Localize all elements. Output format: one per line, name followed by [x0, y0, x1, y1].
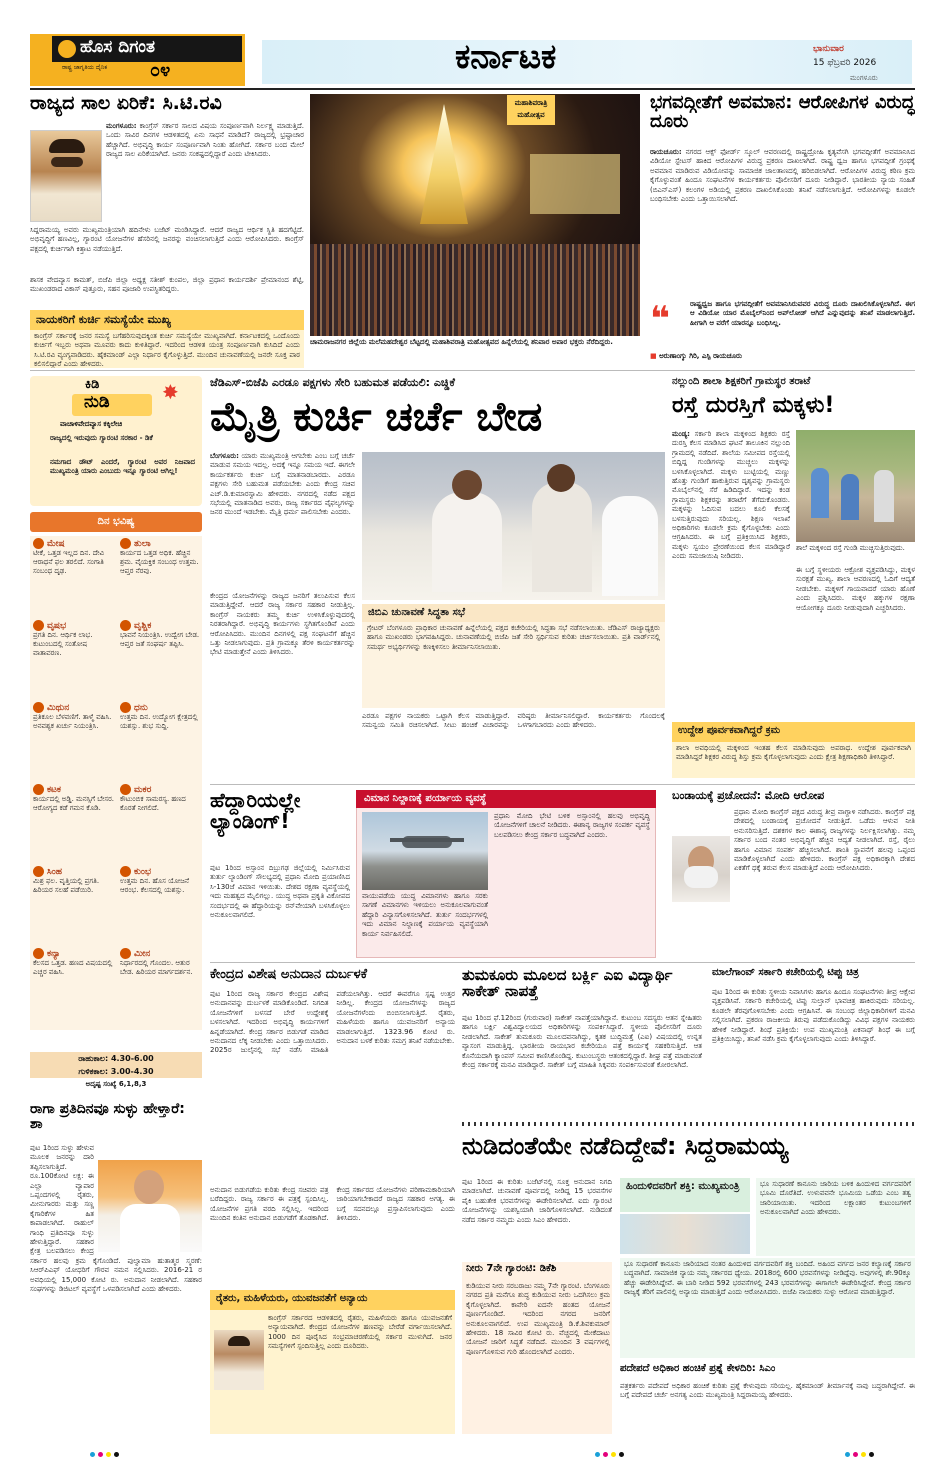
school-photo[interactable] [796, 430, 915, 542]
cm-box-body: ಭೂ ಸುಧಾರಣೆ ಕಾನೂನು ಜಾರಿಯಾದ ನಂತರ ಹಿಂದುಳಿದ ವರ್ಗದವರಿಗೆ ಶಕ್ತಿ ಬಂದಿದೆ. ಅಹಿಂದ ವರ್ಗದ ಜನರ ಕಲ್ಯಾಣಕ್ಕೆ ಸರ್ಕಾರ ಬದ್ಧವಾಗಿದೆ. ಸಾಮಾಜಿಕ ನ್ಯಾಯ ನಮ್ಮ ಸರ್ಕಾರದ ಧ್ಯೇಯ. 2018ರಲ್ಲಿ 600 ಭರವಸೆಗಳನ್ನು ನೀಡಿದ್ದೆವು. ಅವುಗಳಲ್ಲಿ ಶೇ.90ಕ್ಕೂ ಹೆಚ್ಚು ಈಡೇರಿಸಿದ್ದೇವೆ. ಈ ಬಾರಿ ನೀಡಿದ 592 ಭರವಸೆಗಳಲ್ಲಿ 243 ಭರವಸೆಗಳನ್ನು ಈಗಾಗಲೇ ಈಡೇರಿಸಿದ್ದೇವೆ. ಕೇಂದ್ರ ಸರ್ಕಾರ ರಾಜ್ಯಕ್ಕೆ ತೆರಿಗೆ ಪಾಲಿನಲ್ಲಿ ಅನ್ಯಾಯ ಮಾಡುತ್ತಿದೆ ಎಂದು ಆರೋಪಿಸಿದರು. ಬಿಜೆಪಿ ನಾಯಕರು ಸುಳ್ಳು ಆರೋಪ ಮಾಡುತ್ತಿದ್ದಾರೆ. [620, 1258, 915, 1358]
dkshi-headline[interactable]: ನೀರು 7ನೇ ಗ್ಯಾರಂಟಿ: ಡಿಕೆಶಿ [466, 1264, 557, 1274]
festival-tag: ಮಹಾಶಿವರಾತ್ರಿ ಮಹೋತ್ಸವ [507, 95, 555, 125]
alliance-body-1: ಬೆಂಗಳೂರು: ಯಾರು ಮುಖ್ಯಮಂತ್ರಿ ಆಗಬೇಕು ಎಂಬ ಬಗ್ಗೆ ಚರ್ಚೆ ಮಾಡುವ ಸಮಯ ಇದಲ್ಲ. ಅದಕ್ಕೆ ಇನ್ನೂ ಸಮಯ ಇದೆ. ಈಗಲೇ ಕಾರ್ಯಕರ್ತರು ಕುರ್ಚಿ ಬಗ್ಗೆ ಮಾತನಾಡಬಾರದು. ಎರಡೂ ಪಕ್ಷಗಳು ಸೇರಿ ಬಹುಮತ ಪಡೆಯಬೇಕು ಎಂದು ಕೇಂದ್ರ ಸಚಿವ ಎಚ್.ಡಿ.ಕುಮಾರಸ್ವಾಮಿ ಹೇಳಿದರು. ನಗರದಲ್ಲಿ ನಡೆದ ಪಕ್ಷದ ಸಭೆಯಲ್ಲಿ ಮಾತನಾಡಿದ ಅವರು, ರಾಜ್ಯ ಸರ್ಕಾರದ ವೈಫಲ್ಯಗಳನ್ನು ಜನರ ಮುಂದೆ ಇಡಬೇಕು. ಮೈತ್ರಿ ಧರ್ಮ ಪಾಲಿಸಬೇಕು ಎಂದರು. [210, 452, 355, 517]
gita-body: ರಾಯಚೂರು: ನಗರದ ಆಕ್ಸ್ ಫೋರ್ಡ್ ಸ್ಕೂಲ್ ಆವರಣದಲ್ಲಿ ರಾಷ್ಟ್ರದ್ರೋಹಿ ಕೃತ್ಯವೆಸಗಿ ಭಗವದ್ಗೀತೆಗೆ ಅವಮಾನಿಸಿದ ವಿಡಿಯೋ ಸ್ಟೇಟಸ್ ಹಾಕಿದ ಆರೋಪಿಗಳ ವಿರುದ್ಧ ಪ್ರಕರಣ ದಾಖಲಾಗಿದೆ. ರಾಷ್ಟ್ರ ಧ್ವಜ ಹಾಗೂ ಭಗವದ್ಗೀತೆ ಗ್ರಂಥಕ್ಕೆ ಅವಮಾನ ಮಾಡಿರುವ ವಿಡಿಯೋವನ್ನು ಸಾಮಾಜಿಕ ಜಾಲತಾಣದಲ್ಲಿ ಹರಿಬಿಡಲಾಗಿದೆ. ಆರೋಪಿಗಳ ವಿರುದ್ಧ ಕಠಿಣ ಕ್ರಮ ಕೈಗೊಳ್ಳುವಂತೆ ಹಿಂದೂ ಸಂಘಟನೆಗಳ ಕಾರ್ಯಕರ್ತರು ಪೊಲೀಸರಿಗೆ ದೂರು ನೀಡಿದ್ದಾರೆ. ಭಾರತೀಯ ನ್ಯಾಯ ಸಂಹಿತೆ (ಬಿಎನ್‌ಎಸ್) ಕಲಂಗಳ ಅಡಿಯಲ್ಲಿ ಪ್ರಕರಣ ದಾಖಲಿಸಿಕೊಂಡು ತನಿಖೆ ನಡೆಸಲಾಗುತ್ತಿದೆ. ಆರೋಪಿಗಳನ್ನು ಕೂಡಲೇ ಬಂಧಿಸಬೇಕು ಎಂದು ಒತ್ತಾಯಿಸಲಾಗಿದೆ. [650, 148, 915, 204]
school-box-title[interactable]: ಉದ್ದೇಶ ಪೂರ್ವಕವಾಗಿದ್ದರೆ ಕ್ರಮ [672, 722, 915, 742]
sign-name: ಮೇಷ [47, 539, 65, 549]
alliance-headline[interactable]: ಮೈತ್ರಿ ಕುರ್ಚಿ ಚರ್ಚೆ ಬೇಡ [210, 396, 543, 440]
horoscope-sign [120, 702, 202, 780]
sign-text: ಕೆಲಸದ ಒತ್ತಡ. ಹಣದ ವಿಷಯದಲ್ಲಿ ಎಚ್ಚರ ವಹಿಸಿ. [33, 959, 113, 976]
horoscope-sign [33, 784, 115, 862]
date-day: ಭಾನುವಾರ [813, 44, 844, 54]
horoscope-sign [33, 620, 115, 698]
section-title: ಕರ್ನಾಟಕ [455, 40, 557, 76]
kidi-title: ಕಿಡಿ [85, 378, 100, 392]
gba-box-title[interactable]: ಜಿಬಿಎ ಚುನಾವಣೆ ಸಿದ್ಧತಾ ಸಭೆ [362, 604, 665, 622]
sign-text: ಪ್ರತಿಕೂಲ ಬೆಳವಣಿಗೆ. ತಾಳ್ಮೆ ವಹಿಸಿ. ಅನವಶ್ಯಕ ಖರ್ಚು ನಿಯಂತ್ರಿಸಿ. [33, 713, 112, 730]
zodiac-icon [33, 538, 44, 549]
kidi-line-1: ರಾಜ್ಯದಲ್ಲಿ ಇರುವುದು ಗ್ಯಾರಂಟಿ ಸರಕಾರ - ಡಿಕೆ [50, 434, 153, 442]
gulika-kala: ಗುಳಿಕಕಾಲ: 3.00-4.30 [30, 1065, 202, 1078]
row3-divider [210, 962, 915, 963]
horoscope-sign [120, 784, 202, 862]
logo-tagline: ರಾಷ್ಟ್ರ ಜಾಗೃತಿಯ ದೈನಿಕ [62, 64, 108, 71]
school-kicker: ನಲ್ಲುಂದಿ ಶಾಲಾ ಶಿಕ್ಷಕರಿಗೆ ಗ್ರಾಮಸ್ಥರ ತರಾಟೆ [672, 376, 811, 387]
zodiac-icon [33, 784, 44, 795]
quote-mark-icon: ❝ [650, 299, 670, 339]
zodiac-icon [33, 866, 44, 877]
gita-quote-author: ■ ಅರುಣಾಂಗ್ಶು ಗಿರಿ, ಎಸ್ಪಿ ರಾಯಚೂರು [650, 352, 742, 360]
sign-name: ವೃಶ್ಚಿಕ [134, 621, 152, 631]
cm-headline[interactable]: ನುಡಿದಂತೆಯೇ ನಡೆದಿದ್ದೇವೆ: ಸಿದ್ದರಾಮಯ್ಯ [462, 1134, 789, 1160]
debt-headline[interactable]: ರಾಜ್ಯದ ಸಾಲ ಏರಿಕೆ: ಸಿ.ಟಿ.ರವಿ [30, 94, 222, 114]
sign-text: ನಿರ್ಧಾರದಲ್ಲಿ ಗೊಂದಲ. ಆತುರ ಬೇಡ. ಹಿರಿಯರ ಮಾರ್ಗದರ್ಶನ. [120, 959, 193, 976]
sign-text: ಮಿಶ್ರ ಫಲ. ವೃತ್ತಿಯಲ್ಲಿ ಪ್ರಗತಿ. ಹಿರಿಯರ ಸಲಹೆ ಪಡೆಯಿರಿ. [33, 877, 100, 894]
ct-ravi-photo [30, 130, 102, 222]
sign-name: ಮಕರ [134, 785, 152, 795]
student-body: ಪುಟ 1ರಿಂದ ಫೆ.12ರಿಂದ (ಗುರುವಾರ) ಸಾಕೇತ್ ನಾಪತ್ತೆಯಾಗಿದ್ದಾನೆ. ಕುಟುಂಬ ಸದಸ್ಯರು ಆತನ ಸ್ನೇಹಿತರು ಹಾಗೂ ಬರ್ಕ್ಲಿ ವಿಶ್ವವಿದ್ಯಾಲಯದ ಅಧಿಕಾರಿಗಳನ್ನು ಸಂಪರ್ಕಿಸಿದ್ದಾರೆ. ಸ್ಥಳೀಯ ಪೊಲೀಸರಿಗೆ ದೂರು ನೀಡಲಾಗಿದೆ. ಸಾಕೇತ್ ತುಮಕೂರು ಮೂಲದವನಾಗಿದ್ದು, ಕೃತಕ ಬುದ್ಧಿಮತ್ತೆ (ಎಐ) ವಿಷಯದಲ್ಲಿ ಉನ್ನತ ವ್ಯಾಸಂಗ ಮಾಡುತ್ತಿದ್ದ. ಭಾರತೀಯ ರಾಯಭಾರ ಕಚೇರಿಯೂ ಪತ್ತೆ ಕಾರ್ಯಕ್ಕೆ ಸಹಕರಿಸುತ್ತಿದೆ. ಆತ ಕೊನೆಯದಾಗಿ ಕ್ಯಾಂಪಸ್ ಸಮೀಪ ಕಾಣಿಸಿಕೊಂಡಿದ್ದ. ಕುಟುಂಬಸ್ಥರು ಆತಂಕದಲ್ಲಿದ್ದಾರೆ. ಶೀಘ್ರ ಪತ್ತೆ ಮಾಡುವಂತೆ ಕೇಂದ್ರ ಸರ್ಕಾರಕ್ಕೆ ಮನವಿ ಮಾಡಿದ್ದಾರೆ. ಸಾಕೇತ್ ಬಗ್ಗೆ ಮಾಹಿತಿ ಸಿಕ್ಕವರು ಸಂಪರ್ಕಿಸುವಂತೆ ಕೋರಲಾಗಿದೆ. [462, 1014, 702, 1070]
horoscope-list [30, 538, 202, 1030]
alliance-photo[interactable] [362, 452, 665, 600]
sign-text: ಕಾರ್ಯದ ಒತ್ತಡ ಅಧಿಕ. ಹೆಚ್ಚಿನ ಶ್ರಮ. ವೈಯಕ್ತಿಕ ಸಂಬಂಧ ಉತ್ತಮ. ಆಪ್ತರ ನೆರವು. [120, 549, 199, 575]
sign-name: ಧನು [134, 703, 148, 713]
cm-box-title[interactable]: ಹಿಂದುಳಿದವರಿಗೆ ಶಕ್ತಿ: ಮುಖ್ಯಮಂತ್ರಿ [620, 1178, 750, 1212]
horoscope-sign [33, 538, 115, 616]
page-number: ೦೪ [150, 62, 171, 81]
zodiac-icon [120, 866, 131, 877]
horoscope-sign [120, 620, 202, 698]
zodiac-icon [120, 702, 131, 713]
debt-body-2: ಸಿದ್ದರಾಮಯ್ಯ ಅವರು ಮುಖ್ಯಮಂತ್ರಿಯಾಗಿ ಹದಿನೇಳು ಬಜೆಟ್ ಮಂಡಿಸಿದ್ದಾರೆ. ಆದರೆ ರಾಜ್ಯದ ಆರ್ಥಿಕ ಸ್ಥಿತಿ ಹದಗೆಟ್ಟಿದೆ. ಅಭಿವೃದ್ಧಿಗೆ ಹಣವಿಲ್ಲ, ಗ್ಯಾರಂಟಿ ಯೋಜನೆಗಳ ಹೆಸರಿನಲ್ಲಿ ಜನರನ್ನು ವಂಚಿಸಲಾಗುತ್ತಿದೆ ಎಂದು ಆರೋಪಿಸಿದರು. ಕಾಂಗ್ರೆಸ್ ಪಕ್ಷದಲ್ಲಿ ಕುರ್ಚಿಗಾಗಿ ಕಿತ್ತಾಟ ನಡೆಯುತ್ತಿದೆ. [30, 226, 304, 253]
horoscope-sign [33, 866, 115, 944]
grant-box-title[interactable]: ರೈತರು, ಮಹಿಳೆಯರು, ಯುವಜನತೆಗೆ ಅನ್ಯಾಯ [210, 1290, 455, 1310]
edition-city: ಮಂಗಳೂರು [850, 74, 878, 82]
horoscope-title: ದಿನ ಭವಿಷ್ಯ [30, 512, 202, 532]
cm-body: ಪುಟ 1ರಿಂದ ಈ ಕುರಿತು ಬಜೆಟ್‌ನಲ್ಲಿ ಸೂಕ್ತ ಅನುದಾನ ನಿಗದಿ ಮಾಡಲಾಗಿದೆ. ಚುನಾವಣೆ ಪೂರ್ವದಲ್ಲಿ ನೀಡಿದ್ದ 15 ಭರವಸೆಗಳ ಪೈಕಿ ಬಹುತೇಕ ಭರವಸೆಗಳನ್ನು ಈಡೇರಿಸಲಾಗಿದೆ. ಐದು ಗ್ಯಾರಂಟಿ ಯೋಜನೆಗಳನ್ನು ಯಶಸ್ವಿಯಾಗಿ ಜಾರಿಗೊಳಿಸಲಾಗಿದೆ. ನುಡಿದಂತೆ ನಡೆದ ಸರ್ಕಾರ ನಮ್ಮದು ಎಂದು ಸಿಎಂ ಹೇಳಿದರು. [462, 1178, 612, 1224]
sign-name: ಕುಂಭ [134, 867, 152, 877]
cm-sub-body: ಪತ್ರಕರ್ತರು ಪದೇಪದೆ ಅಧಿಕಾರ ಹಂಚಿಕೆ ಕುರಿತು ಪ್ರಶ್ನೆ ಕೇಳುವುದು ಸರಿಯಲ್ಲ. ಹೈಕಮಾಂಡ್ ತೀರ್ಮಾನಕ್ಕೆ ನಾವು ಬದ್ಧರಾಗಿದ್ದೇವೆ. ಈ ಬಗ್ಗೆ ಪದೇಪದೆ ಚರ್ಚೆ ಅನಗತ್ಯ ಎಂದು ಮುಖ್ಯಮಂತ್ರಿ ಸಿದ್ದರಾಮಯ್ಯ ಹೇಳಿದರು. [620, 1382, 915, 1400]
nayaka-box-title[interactable]: ನಾಯಕರಿಗೆ ಕುರ್ಚಿ ಸಮಸ್ಯೆಯೇ ಮುಖ್ಯ [30, 310, 304, 330]
sign-name: ಮಿಥುನ [47, 703, 70, 713]
lucky-numbers: ಅದೃಷ್ಟ ಸಂಖ್ಯೆ 6,1,8,3 [85, 1080, 147, 1088]
lamp-icon [58, 40, 76, 58]
grant-box-body: ಕಾಂಗ್ರೆಸ್ ಸರ್ಕಾರದ ಆಡಳಿತದಲ್ಲಿ ರೈತರು, ಮಹಿಳೆಯರು ಹಾಗೂ ಯುವಜನತೆಗೆ ಅನ್ಯಾಯವಾಗಿದೆ. ಕೇಂದ್ರದ ಯೋಜನೆಗಳ ಹಣವನ್ನು ಬೇರೆಡೆ ವರ್ಗಾಯಿಸಲಾಗಿದೆ. 1000 ದಿನ ಪೂರೈಸಿದ ಸಂಭ್ರಮಾಚರಣೆಯಲ್ಲಿ ಸರ್ಕಾರ ಮುಳುಗಿದೆ. ಜನರ ಸಮಸ್ಯೆಗಳಿಗೆ ಸ್ಪಂದಿಸುತ್ತಿಲ್ಲ ಎಂದು ದೂರಿದರು. [268, 1314, 452, 1351]
zodiac-icon [33, 948, 44, 959]
gita-headline[interactable]: ಭಗವದ್ಗೀತೆಗೆ ಅವಮಾನ: ಆರೋಪಿಗಳ ವಿರುದ್ಧ ದೂರು [650, 94, 915, 132]
gba-box-body: ಗ್ರೇಟರ್ ಬೆಂಗಳೂರು ಪ್ರಾಧಿಕಾರ ಚುನಾವಣೆ ಹಿನ್ನೆಲೆಯಲ್ಲಿ ಪಕ್ಷದ ಕಚೇರಿಯಲ್ಲಿ ಸಿದ್ಧತಾ ಸಭೆ ನಡೆಸಲಾಯಿತು. ಜೆಡಿಎಸ್ ರಾಜ್ಯಾಧ್ಯಕ್ಷರು ಹಾಗೂ ಮುಖಂಡರು ಭಾಗವಹಿಸಿದ್ದರು. ಚುನಾವಣೆಯಲ್ಲಿ ಬಿಜೆಪಿ ಜತೆ ಸೇರಿ ಸ್ಪರ್ಧಿಸುವ ಕುರಿತು ಚರ್ಚಿಸಲಾಯಿತು. ಪ್ರತಿ ವಾರ್ಡ್‌ನಲ್ಲಿ ಸಮರ್ಥ ಅಭ್ಯರ್ಥಿಗಳನ್ನು ಕಣಕ್ಕಿಳಿಸಲು ತೀರ್ಮಾನಿಸಲಾಯಿತು. [362, 622, 665, 708]
alliance-kicker: ಜೆಡಿಎಸ್-ಬಿಜೆಪಿ ಎರಡೂ ಪಕ್ಷಗಳು ಸೇರಿ ಬಹುಮತ ಪಡೆಯಲಿ: ಎಚ್ಡಿಕೆ [210, 376, 455, 389]
grant-body-2: ಅನುದಾನ ಬಿಡುಗಡೆಯ ಕುರಿತು ಕೇಂದ್ರ ಸಚಿವರು ಪತ್ರ ಬರೆದಿದ್ದರು. ರಾಜ್ಯ ಸರ್ಕಾರ ಈ ಪತ್ರಕ್ಕೆ ಸ್ಪಂದಿಸಿಲ್ಲ. ಯೋಜನೆಗಳ ಪ್ರಗತಿ ವರದಿ ಸಲ್ಲಿಸಿಲ್ಲ. ಇದರಿಂದ ಮುಂದಿನ ಕಂತಿನ ಅನುದಾನ ಬಿಡುಗಡೆಗೆ ತೊಡಕಾಗಿದೆ. ಕೇಂದ್ರ ಸರ್ಕಾರದ ಯೋಜನೆಗಳು ಪರಿಣಾಮಕಾರಿಯಾಗಿ ಜಾರಿಯಾಗಬೇಕಾದರೆ ರಾಜ್ಯದ ಸಹಕಾರ ಅಗತ್ಯ. ಈ ಬಗ್ಗೆ ಸದನದಲ್ಲೂ ಪ್ರಸ್ತಾಪಿಸಲಾಗುವುದು ಎಂದು ತಿಳಿಸಿದರು. [210, 1186, 455, 1223]
landing-box-title[interactable]: ವಿಮಾನ ನಿಲ್ದಾಣಕ್ಕೆ ಪರ್ಯಾಯ ವ್ಯವಸ್ಥೆ [356, 790, 656, 808]
school-caption: ಶಾಲೆ ಮಕ್ಕಳಿಂದ ರಸ್ತೆ ಗುಂಡಿ ಮುಚ್ಚಿಸುತ್ತಿರುವುದು. [796, 544, 905, 552]
minister-photo [214, 1330, 264, 1390]
landing-box-body-1: ವಾಯುಪಡೆಯ ಯುದ್ಧ ವಿಮಾನಗಳು ಹಾಗೂ ಸರಕು ಸಾಗಣೆ ವಿಮಾನಗಳು ಇಳಿಯಲು ಅನುಕೂಲವಾಗುವಂತೆ ಹೆದ್ದಾರಿ ವಿನ್ಯಾಸಗೊಳಿಸಲಾಗಿದೆ. ತುರ್ತು ಸಂದರ್ಭಗಳಲ್ಲಿ ಇದು ವಿಮಾನ ನಿಲ್ದಾಣಕ್ಕೆ ಪರ್ಯಾಯ ವ್ಯವಸ್ಥೆಯಾಗಿ ಕಾರ್ಯ ನಿರ್ವಹಿಸಲಿದೆ. [362, 892, 488, 938]
bandayi-headline[interactable]: ಬಂಡಾಯಕ್ಕೆ ಪ್ರಚೋದನೆ: ಮೋದಿ ಆರೋಪ [672, 790, 825, 802]
sign-name: ಮೀನ [134, 949, 151, 959]
landing-headline[interactable]: ಹೆದ್ದಾರಿಯಲ್ಲೇ ಲ್ಯಾಂಡಿಂಗ್! [210, 790, 301, 833]
ruler-bar [462, 1122, 915, 1126]
registration-marks-right [845, 1442, 877, 1461]
alliance-body-3: ಎರಡೂ ಪಕ್ಷಗಳ ನಾಯಕರು ಒಟ್ಟಾಗಿ ಕೆಲಸ ಮಾಡುತ್ತಿದ್ದಾರೆ. ಸಮನ್ವಯ ಸಮಿತಿ ರಚಿಸಲಾಗಿದೆ. ಸೀಟು ಹಂಚಿಕೆ ವಿಚಾರವನ್ನು ವರಿಷ್ಠರು ತೀರ್ಮಾನಿಸಲಿದ್ದಾರೆ. ಕಾರ್ಯಕರ್ತರು ಗೊಂದಲಕ್ಕೆ ಒಳಗಾಗಬಾರದು ಎಂದು ಹೇಳಿದರು. [362, 712, 665, 730]
registration-marks-left [90, 1442, 122, 1461]
kidi-author: ವಾಚಾಳಿವೇದವ್ಯಾಸ ಕಕ್ಕಿಲೇಚಿ [60, 420, 123, 428]
sign-text: ಉತ್ತಮ ದಿನ. ಉದ್ಯೋಗ ಕ್ಷೇತ್ರದಲ್ಲಿ ಯಶಸ್ಸು. ಶುಭ ಸುದ್ದಿ. [120, 713, 198, 730]
logo-title[interactable]: ಹೊಸ ದಿಗಂತ [80, 39, 155, 57]
row1-divider [30, 370, 915, 371]
sign-text: ಟೀಕೆ, ಒತ್ತಡ ಇಲ್ಲದ ದಿನ. ದೇವಿ ಆರಾಧನೆ ಫಲ ತರಲಿದೆ. ಸಂಗಾತಿ ಸಂಬಂಧ ದೃಢ. [33, 549, 105, 575]
horoscope-sign [33, 702, 115, 780]
zodiac-icon [120, 948, 131, 959]
grant-headline[interactable]: ಕೇಂದ್ರದ ವಿಶೇಷ ಅನುದಾನ ದುರ್ಬಳಕೆ [210, 968, 368, 982]
masthead-rule [30, 88, 915, 90]
registration-marks-center [595, 1442, 627, 1461]
student-headline[interactable]: ತುಮಕೂರು ಮೂಲದ ಬರ್ಕ್ಲಿ ಎಐ ವಿದ್ಯಾರ್ಥಿ ಸಾಕೇತ್ ನಾಪತ್ತೆ [462, 968, 673, 1000]
zodiac-icon [33, 620, 44, 631]
cm-sub-headline[interactable]: ಪದೇಪದೆ ಅಧಿಕಾರ ಹಂಚಿಕೆ ಪ್ರಶ್ನೆ ಕೇಳದಿರಿ: ಸಿಎಂ [620, 1364, 776, 1374]
festival-caption: ಚಾಮರಾಜನಗರ ಜಿಲ್ಲೆಯ ಮಲೆಮಹದೇಶ್ವರ ಬೆಟ್ಟದಲ್ಲಿ ಮಹಾಶಿವರಾತ್ರಿ ಮಹೋತ್ಸವದ ಹಿನ್ನೆಲೆಯಲ್ಲಿ ಶನಿವಾರ ಅಪಾರ ಭಕ್ತರು ನೆರೆದಿದ್ದರು. [310, 338, 613, 346]
landing-box-body-2: ಪ್ರಧಾನಿ ಮೋದಿ ಭೇಟಿ ಬಳಿಕ ಅಸ್ಸಾಂನಲ್ಲಿ ಹಲವು ಅಭಿವೃದ್ಧಿ ಯೋಜನೆಗಳಿಗೆ ಚಾಲನೆ ನೀಡಿದರು. ಈಶಾನ್ಯ ರಾಜ್ಯಗಳ ಸಂಪರ್ಕ ವ್ಯವಸ್ಥೆ ಬಲಪಡಿಸಲು ಕೇಂದ್ರ ಸರ್ಕಾರ ಬದ್ಧವಾಗಿದೆ ಎಂದರು. [494, 812, 650, 839]
zodiac-icon [120, 538, 131, 549]
landing-body: ಪುಟ 1ರಿಂದ ಅಸ್ಸಾಂನ ದಿಬ್ರುಗಢ ಜಿಲ್ಲೆಯಲ್ಲಿ ನಿರ್ಮಿಸಿರುವ ತುರ್ತು ಲ್ಯಾಂಡಿಂಗ್ ಸೌಲಭ್ಯದಲ್ಲಿ ಪ್ರಧಾನಿ ಮೋದಿ ಪ್ರಯಾಣಿಸಿದ ಸಿ-130ಜೆ ವಿಮಾನ ಇಳಿಯಿತು. ದೇಶದ ರಕ್ಷಣಾ ವ್ಯವಸ್ಥೆಯಲ್ಲಿ ಇದು ಮಹತ್ವದ ಮೈಲಿಗಲ್ಲು. ಯುದ್ಧ ಅಥವಾ ಪ್ರಕೃತಿ ವಿಕೋಪದ ಸಂದರ್ಭದಲ್ಲಿ ಈ ಹೆದ್ದಾರಿಯನ್ನು ರನ್‌ವೇಯಾಗಿ ಬಳಸಿಕೊಳ್ಳಲು ಅನುಕೂಲವಾಗಲಿದೆ. [210, 864, 350, 920]
festival-photo[interactable] [310, 94, 640, 336]
horoscope-sign [120, 538, 202, 616]
bandayi-body: ಪ್ರಧಾನಿ ಮೋದಿ ಕಾಂಗ್ರೆಸ್ ಪಕ್ಷದ ವಿರುದ್ಧ ತೀವ್ರ ವಾಗ್ದಾಳಿ ನಡೆಸಿದರು. ಕಾಂಗ್ರೆಸ್ ಪಕ್ಷ ದೇಶದಲ್ಲಿ ಬಂಡಾಯಕ್ಕೆ ಪ್ರಚೋದನೆ ನೀಡುತ್ತಿದೆ. ಒಡೆದು ಆಳುವ ನೀತಿ ಅನುಸರಿಸುತ್ತಿದೆ. ದಶಕಗಳ ಕಾಲ ಈಶಾನ್ಯ ರಾಜ್ಯಗಳನ್ನು ನಿರ್ಲಕ್ಷಿಸಲಾಗಿತ್ತು. ನಮ್ಮ ಸರ್ಕಾರ ಬಂದ ನಂತರ ಅಭಿವೃದ್ಧಿಗೆ ಹೆಚ್ಚಿನ ಆದ್ಯತೆ ನೀಡಲಾಗಿದೆ. ರಸ್ತೆ, ರೈಲು ಹಾಗೂ ವಿಮಾನ ಸಂಪರ್ಕ ಹೆಚ್ಚಿಸಲಾಗಿದೆ. ಶಾಂತಿ ಸ್ಥಾಪನೆಗೆ ಹಲವು ಒಪ್ಪಂದ ಮಾಡಿಕೊಳ್ಳಲಾಗಿದೆ ಎಂದು ಹೇಳಿದರು. ಕಾಂಗ್ರೆಸ್ ಪಕ್ಷ ಅಧಿಕಾರಕ್ಕಾಗಿ ದೇಶದ ಏಕತೆಗೆ ಧಕ್ಕೆ ತರುವ ಕೆಲಸ ಮಾಡುತ್ತಿದೆ ಎಂದು ಆರೋಪಿಸಿದರು. [734, 808, 915, 873]
sign-text: ಪ್ರಗತಿ ದಿನ. ಆರ್ಥಿಕ ಲಾಭ. ಕುಟುಂಬದಲ್ಲಿ ಸಂತೋಷ ವಾತಾವರಣ. [33, 631, 93, 657]
dkshi-body: ಕುಡಿಯುವ ನೀರು ಸರಬರಾಜು ನಮ್ಮ 7ನೇ ಗ್ಯಾರಂಟಿ. ಬೆಂಗಳೂರು ನಗರದ ಪ್ರತಿ ಮನೆಗೂ ಶುದ್ಧ ಕುಡಿಯುವ ನೀರು ಒದಗಿಸಲು ಕ್ರಮ ಕೈಗೊಳ್ಳಲಾಗಿದೆ. ಕಾವೇರಿ ಐದನೇ ಹಂತದ ಯೋಜನೆ ಪೂರ್ಣಗೊಂಡಿದೆ. ಇದರಿಂದ ನಗರದ ಜನರಿಗೆ ಅನುಕೂಲವಾಗಲಿದೆ. ಉಪ ಮುಖ್ಯಮಂತ್ರಿ ಡಿ.ಕೆ.ಶಿವಕುಮಾರ್ ಹೇಳಿದರು. 18 ಸಾವಿರ ಕೋಟಿ ರು. ವೆಚ್ಚದಲ್ಲಿ ಮೇಕೆದಾಟು ಯೋಜನೆ ಜಾರಿಗೆ ಸಿದ್ಧತೆ ನಡೆದಿದೆ. ಮುಂದಿನ 3 ವರ್ಷಗಳಲ್ಲಿ ಪೂರ್ಣಗೊಳಿಸುವ ಗುರಿ ಹೊಂದಲಾಗಿದೆ ಎಂದರು. [466, 1282, 610, 1356]
rahu-kala: ರಾಹುಕಾಲ: 4.30-6.00 [30, 1052, 202, 1065]
sign-name: ವೃಷಭ [47, 621, 67, 631]
sign-name: ಕನ್ಯಾ [47, 949, 61, 959]
masthead [0, 0, 945, 88]
sign-text: ಕಾರ್ಯದಲ್ಲಿ ಅಡ್ಡಿ. ಮನಸ್ಸಿಗೆ ಬೇಸರ. ಆರೋಗ್ಯದ ಕಡೆ ಗಮನ ಕೊಡಿ. [33, 795, 114, 812]
zodiac-icon [120, 620, 131, 631]
grant-body: ಪುಟ 1ರಿಂದ ರಾಜ್ಯ ಸರ್ಕಾರ ಕೇಂದ್ರದ ವಿಶೇಷ ಅನುದಾನವನ್ನು ದುರ್ಬಳಕೆ ಮಾಡಿಕೊಂಡಿದೆ. ನಿಗದಿತ ಯೋಜನೆಗಳಿಗೆ ಬಳಸದೆ ಬೇರೆ ಉದ್ದೇಶಕ್ಕೆ ಬಳಸಲಾಗಿದೆ. ಇದರಿಂದ ಅಭಿವೃದ್ಧಿ ಕಾರ್ಯಗಳಿಗೆ ಹಿನ್ನಡೆಯಾಗಿದೆ. ಕೇಂದ್ರ ಸರ್ಕಾರ ಬಿಡುಗಡೆ ಮಾಡಿದ ಅನುದಾನದ ಲೆಕ್ಕ ನೀಡಬೇಕು ಎಂದು ಒತ್ತಾಯಿಸಿದರು. 2025ರ ಜುಲೈನಲ್ಲಿ ಸಭೆ ನಡೆಸಿ ಮಾಹಿತಿ ಪಡೆಯಲಾಗಿತ್ತು. ಆದರೆ ಈವರೆಗೂ ಸ್ಪಷ್ಟ ಉತ್ತರ ನೀಡಿಲ್ಲ. ಕೇಂದ್ರದ ಯೋಜನೆಗಳನ್ನು ರಾಜ್ಯದ ಯೋಜನೆಗಳೆಂದು ಬಿಂಬಿಸಲಾಗುತ್ತಿದೆ. ರೈತರು, ಮಹಿಳೆಯರು ಹಾಗೂ ಯುವಜನರಿಗೆ ಅನ್ಯಾಯ ಮಾಡಲಾಗುತ್ತಿದೆ. 1323.96 ಕೋಟಿ ರು. ಅನುದಾನ ಬಳಕೆ ಕುರಿತು ಸಮಗ್ರ ತನಿಖೆ ನಡೆಯಬೇಕು. [210, 990, 455, 1055]
shah-headline[interactable]: ರಾಗಾ ಪ್ರತಿದಿನವೂ ಸುಳ್ಳು ಹೇಳ್ತಾರೆ: ಶಾ [30, 1102, 185, 1132]
sign-name: ತುಲಾ [134, 539, 151, 549]
zodiac-icon [120, 784, 131, 795]
horoscope-sign [120, 866, 202, 944]
gita-quote: ರಾಷ್ಟ್ರಧ್ವಜ ಹಾಗೂ ಭಗವದ್ಗೀತೆಗೆ ಅವಮಾನಿಸಿರುವವರ ವಿರುದ್ಧ ದೂರು ದಾಖಲಿಸಿಕೊಳ್ಳಲಾಗಿದೆ. ಈಗ ಆ ವಿಡಿಯೋ ಯಾರ ಮೊಬೈಲ್‌ನಿಂದ ಅಪ್‌ಲೋಡ್ ಆಗಿದೆ ಎನ್ನುವುದನ್ನು ತನಿಖೆ ಮಾಡಲಾಗುತ್ತಿದೆ. ಹೀಗಾಗಿ ಆ ವರೆಗೆ ಯಾರನ್ನೂ ಬಂಧಿಸಿಲ್ಲ. [690, 300, 915, 327]
horoscope-sign [120, 948, 202, 1026]
alliance-body-2: ಕೇಂದ್ರದ ಯೋಜನೆಗಳನ್ನು ರಾಜ್ಯದ ಜನರಿಗೆ ತಲುಪಿಸುವ ಕೆಲಸ ಮಾಡುತ್ತಿದ್ದೇವೆ. ಆದರೆ ರಾಜ್ಯ ಸರ್ಕಾರ ಸಹಕಾರ ನೀಡುತ್ತಿಲ್ಲ. ಕಾಂಗ್ರೆಸ್ ನಾಯಕರು ತಮ್ಮ ಕುರ್ಚಿ ಉಳಿಸಿಕೊಳ್ಳುವುದರಲ್ಲಿ ನಿರತರಾಗಿದ್ದಾರೆ. ಅಭಿವೃದ್ಧಿ ಕಾರ್ಯಗಳು ಸ್ಥಗಿತಗೊಂಡಿವೆ ಎಂದು ಆರೋಪಿಸಿದರು. ಮುಂದಿನ ದಿನಗಳಲ್ಲಿ ಪಕ್ಷ ಸಂಘಟನೆಗೆ ಹೆಚ್ಚಿನ ಒತ್ತು ನೀಡಲಾಗುವುದು. ಪ್ರತಿ ಗ್ರಾಮಕ್ಕೂ ತೆರಳಿ ಕಾರ್ಯಕರ್ತರನ್ನು ಭೇಟಿ ಮಾಡುತ್ತೇನೆ ಎಂದು ತಿಳಿಸಿದರು. [210, 592, 355, 657]
sign-text: ಭಾವನೆ ನಿಯಂತ್ರಿಸಿ. ಉದ್ವೇಗ ಬೇಡ. ಆಪ್ತರ ಜತೆ ಸಂಘರ್ಷ ತಪ್ಪಿಸಿ. [120, 631, 200, 648]
cm-side-body: ಭೂ ಸುಧಾರಣೆ ಕಾನೂನು ಜಾರಿಯ ಬಳಿಕ ಹಿಂದುಳಿದ ವರ್ಗದವರಿಗೆ ಭೂಮಿ ದೊರೆತಿದೆ. ಉಳುವವನೇ ಭೂಮಿಯ ಒಡೆಯ ಎಂಬ ತತ್ವ ಜಾರಿಯಾಯಿತು. ಇದರಿಂದ ಲಕ್ಷಾಂತರ ಕುಟುಂಬಗಳಿಗೆ ಅನುಕೂಲವಾಗಿದೆ ಎಂದು ಹೇಳಿದರು. [756, 1178, 915, 1256]
spark-icon: ✸ [162, 380, 179, 404]
nayaka-box-body: ಕಾಂಗ್ರೆಸ್ ಸರ್ಕಾರಕ್ಕೆ ಜನರ ಸಮಸ್ಯೆ ಬಗೆಹರಿಸುವುದಕ್ಕಿಂತ ಕುರ್ಚಿ ಸಮಸ್ಯೆಯೇ ಮುಖ್ಯವಾಗಿದೆ. ಕರ್ನಾಟಕದಲ್ಲಿ ಒಂದೊಂದು ಕುರ್ಚಿಗೆ ಇಬ್ಬರು ಅಥವಾ ಮೂವರು ಕಾದು ಕುಳಿತಿದ್ದಾರೆ. ಇದರಿಂದ ಆಡಳಿತ ಯಂತ್ರ ಸಂಪೂರ್ಣವಾಗಿ ಕುಸಿದಿದೆ ಎಂದು ಸಿ.ಟಿ.ರವಿ ವ್ಯಂಗ್ಯವಾಡಿದರು. ಹೈಕಮಾಂಡ್ ಎಲ್ಲಾ ನಿರ್ಧಾರ ಕೈಗೊಳ್ಳುತ್ತಿದೆ. ಮುಂದಿನ ಚುನಾವಣೆಯಲ್ಲಿ ಜನರೇ ಸೂಕ್ತ ಪಾಠ ಕಲಿಸಲಿದ್ದಾರೆ ಎಂದು ಹೇಳಿದರು. [30, 330, 304, 368]
school-body-2: ಈ ಬಗ್ಗೆ ಸ್ಥಳೀಯರು ಆಕ್ರೋಶ ವ್ಯಕ್ತಪಡಿಸಿದ್ದು, ಮಕ್ಕಳ ಸುರಕ್ಷತೆ ಮುಖ್ಯ. ಶಾಲಾ ಆವರಣದಲ್ಲಿ ಓದಿಗೆ ಆದ್ಯತೆ ನೀಡಬೇಕು. ಮಕ್ಕಳಿಗೆ ಗಾಯವಾದರೆ ಯಾರು ಹೊಣೆ ಎಂದು ಪ್ರಶ್ನಿಸಿದರು. ಮಕ್ಕಳ ಹಕ್ಕುಗಳ ರಕ್ಷಣಾ ಆಯೋಗಕ್ಕೂ ದೂರು ನೀಡುವುದಾಗಿ ಎಚ್ಚರಿಸಿದರು. [796, 566, 915, 612]
horoscope-sign [33, 948, 115, 1026]
kidi-title-2: ನುಡಿ [72, 394, 152, 416]
row2-divider [210, 784, 915, 785]
zodiac-icon [33, 702, 44, 713]
malegaon-body: ಪುಟ 1ರಿಂದ ಈ ಕುರಿತು ಸ್ಥಳೀಯ ನಿವಾಸಿಗಳು ಹಾಗೂ ಹಿಂದೂ ಸಂಘಟನೆಗಳು ತೀವ್ರ ಆಕ್ಷೇಪ ವ್ಯಕ್ತಪಡಿಸಿವೆ. ಸರ್ಕಾರಿ ಕಚೇರಿಯಲ್ಲಿ ಟಿಪ್ಪು ಸುಲ್ತಾನ್ ಭಾವಚಿತ್ರ ಹಾಕಿರುವುದು ಸರಿಯಲ್ಲ. ಕೂಡಲೇ ತೆರವುಗೊಳಿಸಬೇಕು ಎಂದು ಆಗ್ರಹಿಸಿವೆ. ಈ ಸಂಬಂಧ ಜಿಲ್ಲಾಧಿಕಾರಿಗಳಿಗೆ ಮನವಿ ಸಲ್ಲಿಸಲಾಗಿದೆ. ಪ್ರಕರಣ ರಾಜಕೀಯ ತಿರುವು ಪಡೆದುಕೊಂಡಿದ್ದು ವಿವಿಧ ಪಕ್ಷಗಳ ನಾಯಕರು ಹೇಳಿಕೆ ನೀಡಿದ್ದಾರೆ. ಶಿಂಧೆ ಪ್ರತಿಕ್ರಿಯೆ: ಉಪ ಮುಖ್ಯಮಂತ್ರಿ ಏಕನಾಥ್ ಶಿಂಧೆ ಈ ಬಗ್ಗೆ ಪ್ರತಿಕ್ರಿಯಿಸಿದ್ದು, ತನಿಖೆ ನಡೆಸಿ ಕ್ರಮ ಕೈಗೊಳ್ಳಲಾಗುವುದು ಎಂದು ತಿಳಿಸಿದ್ದಾರೆ. [712, 988, 915, 1044]
debt-body-1: ಮಂಗಳೂರು: ಕಾಂಗ್ರೆಸ್ ಸರ್ಕಾರ ಸಾಲದ ವಿಷಯ ಸಂಪೂರ್ಣವಾಗಿ ನಿರ್ಲಕ್ಷ್ಯ ಮಾಡುತ್ತಿದೆ. ಒಂದು ಸಾವಿರ ದಿನಗಳ ಆಡಳಿತದಲ್ಲಿ ಏನು ಸಾಧನೆ ಮಾಡಿದೆ? ರಾಜ್ಯದಲ್ಲಿ ಭ್ರಷ್ಟಾಚಾರ ಹೆಚ್ಚಾಗಿದೆ. ಅಭಿವೃದ್ಧಿ ಕಾರ್ಯ ಸಂಪೂರ್ಣವಾಗಿ ನಿಂತು ಹೋಗಿದೆ. ಸರ್ಕಾರ ಬಂದ ಮೇಲೆ ರಾಜ್ಯದ ಸಾಲ ಏರಿಕೆಯಾಗಿದೆ. ಜನರು ಸಂಕಷ್ಟದಲ್ಲಿದ್ದಾರೆ ಎಂದು ಟೀಕಿಸಿದರು. [106, 122, 304, 159]
cm-photo [620, 1214, 750, 1254]
school-box-body: ಶಾಲಾ ಅವಧಿಯಲ್ಲಿ ಮಕ್ಕಳಿಂದ ಇಂತಹ ಕೆಲಸ ಮಾಡಿಸುವುದು ಅಪರಾಧ. ಉದ್ದೇಶ ಪೂರ್ವಕವಾಗಿ ಮಾಡಿಸಿದ್ದರೆ ಶಿಕ್ಷಕರ ವಿರುದ್ಧ ಶಿಸ್ತು ಕ್ರಮ ಕೈಗೊಳ್ಳಲಾಗುವುದು ಎಂದು ಕ್ಷೇತ್ರ ಶಿಕ್ಷಣಾಧಿಕಾರಿ ತಿಳಿಸಿದ್ದಾರೆ. [672, 742, 915, 778]
debt-body-3: ಶಾಸಕ ವೇದವ್ಯಾಸ ಕಾಮತ್, ಬಿಜೆಪಿ ಜಿಲ್ಲಾ ಅಧ್ಯಕ್ಷ ಸತೀಶ್ ಕುಂಪಲ, ಜಿಲ್ಲಾ ಪ್ರಧಾನ ಕಾರ್ಯದರ್ಶಿ ಪ್ರೇಮಾನಂದ ಶೆಟ್ಟಿ, ಮುಖಂಡರಾದ ವಿಕಾಸ್ ಪುತ್ತೂರು, ಸಹನ ಪೂಜಾರಿ ಉಪಸ್ಥಿತರಿದ್ದರು. [30, 276, 304, 294]
malegaon-headline[interactable]: ಮಾಲೆಗಾಂವ್ ಸರ್ಕಾರಿ ಕಚೇರಿಯಲ್ಲಿ ಟಿಪ್ಪು ಚಿತ್ರ [712, 968, 859, 978]
sign-name: ಕಟಕ [47, 785, 61, 795]
school-body: ಮಂಡ್ಯ: ಸರ್ಕಾರಿ ಶಾಲಾ ಮಕ್ಕಳಿಂದ ಶಿಕ್ಷಕರು ರಸ್ತೆ ದುರಸ್ತಿ ಕೆಲಸ ಮಾಡಿಸಿದ ಘಟನೆ ತಾಲೂಕಿನ ನಲ್ಲುಂದಿ ಗ್ರಾಮದಲ್ಲಿ ನಡೆದಿದೆ. ಶಾಲೆಯ ಸಮೀಪದ ರಸ್ತೆಯಲ್ಲಿ ಬಿದ್ದಿದ್ದ ಗುಂಡಿಗಳನ್ನು ಮುಚ್ಚಲು ಮಕ್ಕಳನ್ನು ಬಳಸಿಕೊಳ್ಳಲಾಗಿದೆ. ಮಕ್ಕಳು ಬುಟ್ಟಿಯಲ್ಲಿ ಮಣ್ಣು ಹೊತ್ತು ಗುಂಡಿಗೆ ಹಾಕುತ್ತಿರುವ ದೃಶ್ಯವನ್ನು ಗ್ರಾಮಸ್ಥರು ಮೊಬೈಲ್‌ನಲ್ಲಿ ಸೆರೆ ಹಿಡಿದಿದ್ದಾರೆ. ಇದನ್ನು ಕಂಡ ಗ್ರಾಮಸ್ಥರು ಶಿಕ್ಷಕರನ್ನು ತರಾಟೆಗೆ ತೆಗೆದುಕೊಂಡರು. ಮಕ್ಕಳನ್ನು ಓದಿಸುವ ಬದಲು ಕೂಲಿ ಕೆಲಸಕ್ಕೆ ಬಳಸುತ್ತಿರುವುದು ಸರಿಯಲ್ಲ. ಶಿಕ್ಷಣ ಇಲಾಖೆ ಅಧಿಕಾರಿಗಳು ಕೂಡಲೇ ಕ್ರಮ ಕೈಗೊಳ್ಳಬೇಕು ಎಂದು ಆಗ್ರಹಿಸಿದರು. ಈ ಬಗ್ಗೆ ಪ್ರತಿಕ್ರಿಯಿಸಿದ ಶಿಕ್ಷಕರು, ಮಕ್ಕಳು ಸ್ವಯಂ ಪ್ರೇರಣೆಯಿಂದ ಕೆಲಸ ಮಾಡಿದ್ದಾರೆ ಎಂದು ಸಮಜಾಯಿಷಿ ನೀಡಿದರು. [672, 430, 790, 561]
date-full: 15 ಫೆಬ್ರವರಿ 2026 [813, 58, 877, 68]
kidi-line-2: ನಮಗಾದ ಡೌಟ್ ಎಂದರೆ, ಗ್ಯಾರಂಟಿ ಅವರ ನಿಜವಾದ ಮುಖ್ಯಮಂತ್ರಿ ಯಾರು ಎಂಬುದು ಇನ್ನೂ ಗ್ಯಾರಂಟಿ ಆಗಿಲ್ಲ! [50, 458, 195, 476]
runway-photo [362, 812, 488, 890]
school-headline[interactable]: ರಸ್ತೆ ದುರಸ್ತಿಗೆ ಮಕ್ಕಳು! [672, 394, 835, 418]
sign-text: ಉತ್ತಮ ದಿನ. ಹೊಸ ಯೋಜನೆ ಆರಂಭ. ಕೆಲಸದಲ್ಲಿ ಯಶಸ್ಸು. [120, 877, 190, 894]
sign-text: ಕೌಟುಂಬಿಕ ಸಾಮರಸ್ಯ. ಹಣದ ಕೊರತೆ ನೀಗಲಿದೆ. [120, 795, 186, 812]
sign-name: ಸಿಂಹ [47, 867, 63, 877]
shah-body: ಪುಟ 1ರಿಂದ ಸುಳ್ಳು ಹೇಳುವ ಮೂಲಕ ಜನರನ್ನು ದಾರಿ ತಪ್ಪಿಸಲಾಗುತ್ತಿದೆ. ರೂ.100ಕೋಟಿ ಲಕ್ಷ: ಈ ಎಲ್ಲಾ ವ್ಯಾಪಾರ ಒಪ್ಪಂದಗಳಲ್ಲಿ ರೈತರು, ಮೀನುಗಾರರು ಮತ್ತು ಸಣ್ಣ ಕೈಗಾರಿಕೆಗಳ ಹಿತ ಕಾಪಾಡಲಾಗಿದೆ. ರಾಹುಲ್ ಗಾಂಧಿ ಪ್ರತಿದಿನವೂ ಸುಳ್ಳು ಹೇಳುತ್ತಿದ್ದಾರೆ. ಸಹಕಾರ ಕ್ಷೇತ್ರ ಬಲಪಡಿಸಲು ಕೇಂದ್ರ ಸರ್ಕಾರ ಹಲವು ಕ್ರಮ ಕೈಗೊಂಡಿದೆ. ಪುಲ್ವಾಮಾ ಹುತಾತ್ಮರ ಸ್ಮರಣೆ: ಸಿಆರ್‌ಪಿಎಫ್ ಯೋಧರಿಗೆ ಗೌರವ ನಮನ ಸಲ್ಲಿಸಿದರು. 2016-21 ರ ಅವಧಿಯಲ್ಲಿ 15,000 ಕೋಟಿ ರು. ಅನುದಾನ ನೀಡಲಾಗಿದೆ. ಸಹಕಾರ ಸಂಘಗಳನ್ನು ಡಿಜಿಟಲ್ ವ್ಯವಸ್ಥೆಗೆ ಒಳಪಡಿಸಲಾಗಿದೆ ಎಂದು ಹೇಳಿದರು. [30, 1144, 202, 1294]
